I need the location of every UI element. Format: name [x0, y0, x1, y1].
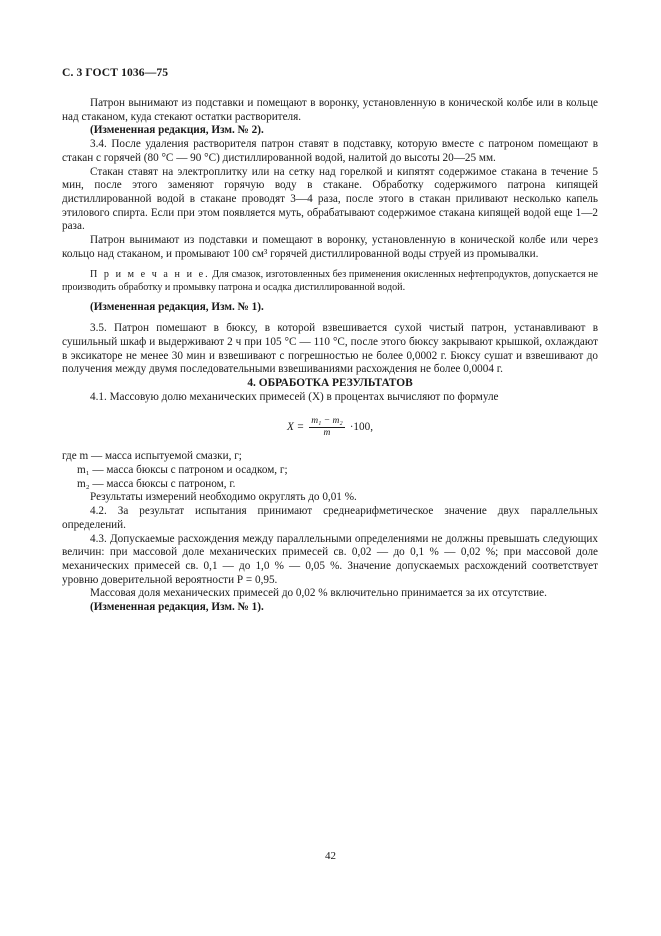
formula-fraction: [309, 416, 345, 439]
formula-definitions: [62, 450, 598, 491]
document-body: [62, 97, 598, 615]
formula-denominator: m: [323, 428, 331, 439]
paragraph-absence: Массовая доля механических примесей до 0,02 % включительно принимается за их отсутствие.: [90, 587, 547, 600]
note-label: П р и м е ч а н и е.: [90, 269, 210, 281]
paragraph-4-2: 4.2. За результат испытания принимают среднеарифметическое значение двух параллельных определений.: [62, 505, 598, 531]
section-title: 4. ОБРАБОТКА РЕЗУЛЬТАТОВ: [247, 376, 413, 389]
definition-m2: m₂ — масса бюксы с патроном, г.: [77, 477, 236, 490]
paragraph-cartridge-removal: Патрон вынимают из подставки и помещают в воронку, установленную в конической колбе или в кольце над стаканом, куда стекают остатки растворителя.: [62, 97, 598, 123]
edition-note: (Измененная редакция, Изм. № 1).: [90, 301, 264, 314]
paragraph-rounding: Результаты измерений необходимо округлять до 0,01 %.: [90, 491, 357, 504]
paragraph-4-3: 4.3. Допускаемые расхождения между параллельными определениями не должны превышать следующих величин: при массовой доле механических примесей св. 0,02 — до 0,1 % — 0,02 %; при массовой доле механических примесей св. 0,1 — до 1,0 % — 0,05 %. Значение допускаемых расхождений соответствует уровню доверительной вероятности Р = 0,95.: [62, 532, 598, 586]
edition-note: (Измененная редакция, Изм. № 1).: [90, 601, 264, 614]
paragraph-4-1: 4.1. Массовую долю механических примесей (X) в процентах вычисляют по формуле: [90, 390, 499, 403]
note: [62, 268, 598, 294]
paragraph-3-4: 3.4. После удаления растворителя патрон ставят в подставку, которую вместе с патроном помещают в стакан с горячей (80 °С — 90 °С) дистиллированной водой, налитой до высоты 20—25 мм.: [62, 138, 598, 164]
formula-numerator: m₁ − m₂: [311, 416, 343, 427]
note-text: Для смазок, изготовленных без применения окисленных нефтепродуктов, допускается не производить обработку и промывку патрона и осадка дистиллированной водой.: [62, 269, 598, 294]
page-number: 42: [325, 850, 336, 862]
edition-note: (Измененная редакция, Изм. № 2).: [90, 124, 264, 137]
formula-rhs: ·100,: [349, 421, 373, 433]
formula-lhs: X =: [287, 421, 305, 433]
definition-m: где m — масса испытуемой смазки, г;: [62, 450, 242, 463]
page-header: С. 3 ГОСТ 1036—75: [62, 66, 169, 79]
paragraph-boiling: Стакан ставят на электроплитку или на сетку над горелкой и кипятят содержимое стакана в течение 5 мин, после этого заменяют горячую воду в стакане. Обработку содержимого патрона кипящей дистиллированной водой в стакане проводят 3—4 раза, после этого в стакан приливают несколько капель этилового спирта. Если при этом появляется муть, обрабатывают содержимое стакана кипящей водой еще 1—2 раза.: [62, 165, 598, 233]
paragraph-rinsing: Патрон вынимают из подставки и помещают в воронку, установленную в конической колбе или через кольцо над стаканом, и промывают 100 см³ горячей дистиллированной воды струей из промывалки.: [62, 234, 598, 260]
paragraph-3-5: 3.5. Патрон помешают в бюксу, в которой взвешивается сухой чистый патрон, устанавливают в сушильный шкаф и выдерживают 2 ч при 105 °С — 110 °С, после этого бюксу закрывают крышкой, охлаждают в эксикаторе не менее 30 мин и взвешивают с погрешностью не более 0,0002 г. Бюксу сушат и взвешивают до получения между двумя последовательными взвешиваниями расхождения не более 0,0004 г.: [62, 322, 598, 376]
definition-m1: m₁ — масса бюксы с патроном и осадком, г;: [77, 464, 288, 477]
formula: [62, 416, 598, 442]
